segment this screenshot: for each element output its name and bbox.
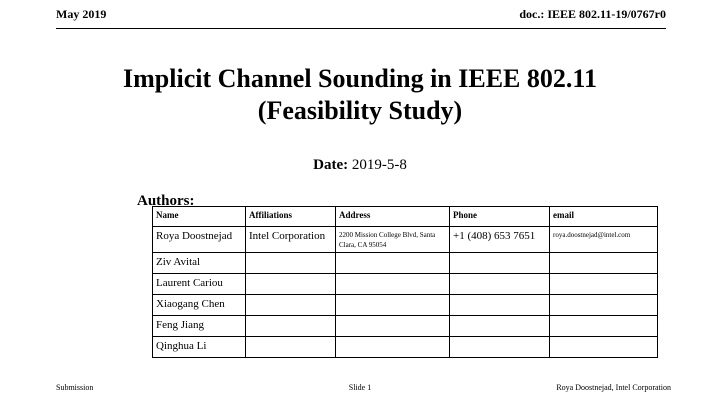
cell-name: Laurent Cariou (153, 274, 246, 295)
column-header-address: Address (336, 207, 450, 227)
cell-phone (450, 253, 550, 274)
cell-email (550, 274, 658, 295)
date-value: 2019-5-8 (351, 157, 407, 173)
cell-name: Roya Doostnejad (153, 227, 246, 253)
column-header-affiliations: Affiliations (246, 207, 336, 227)
cell-phone (450, 295, 550, 316)
footer-submission: Submission (56, 383, 94, 392)
authors-label: Authors: (137, 193, 195, 209)
cell-phone (450, 274, 550, 295)
cell-address (336, 316, 450, 337)
cell-address (336, 295, 450, 316)
date-line (0, 157, 720, 174)
cell-address: 2200 Mission College Blvd, Santa Clara, CA 95054 (336, 227, 450, 253)
cell-email (550, 253, 658, 274)
cell-email (550, 295, 658, 316)
cell-name: Feng Jiang (153, 316, 246, 337)
authors-table (152, 206, 658, 358)
footer-author: Roya Doostnejad, Intel Corporation (556, 383, 671, 392)
cell-name: Qinghua Li (153, 337, 246, 358)
table-row (153, 295, 658, 316)
cell-phone: +1 (408) 653 7651 (450, 227, 550, 253)
header-rule (56, 28, 666, 29)
cell-address (336, 274, 450, 295)
cell-email (550, 337, 658, 358)
table-header-row (153, 207, 658, 227)
title-line-1: Implicit Channel Sounding in IEEE 802.11 (123, 64, 597, 93)
cell-affiliation: Intel Corporation (246, 227, 336, 253)
cell-address (336, 337, 450, 358)
table-row (153, 227, 658, 253)
table-row (153, 316, 658, 337)
cell-name: Xiaogang Chen (153, 295, 246, 316)
cell-address (336, 253, 450, 274)
title-line-2: (Feasibility Study) (257, 96, 463, 125)
cell-name: Ziv Avital (153, 253, 246, 274)
column-header-name: Name (153, 207, 246, 227)
header-date: May 2019 (56, 7, 107, 21)
cell-email: roya.doostnejad@intel.com (550, 227, 658, 253)
column-header-phone: Phone (450, 207, 550, 227)
date-label: Date: (313, 157, 349, 173)
column-header-email: email (550, 207, 658, 227)
header-doc-id: doc.: IEEE 802.11-19/0767r0 (519, 7, 666, 21)
cell-affiliation (246, 295, 336, 316)
cell-affiliation (246, 274, 336, 295)
cell-affiliation (246, 253, 336, 274)
cell-affiliation (246, 316, 336, 337)
cell-email (550, 316, 658, 337)
table-row (153, 274, 658, 295)
slide-title (0, 63, 720, 127)
cell-phone (450, 337, 550, 358)
cell-phone (450, 316, 550, 337)
cell-affiliation (246, 337, 336, 358)
footer-slide-number: Slide 1 (348, 383, 372, 392)
table-row (153, 253, 658, 274)
table-row (153, 337, 658, 358)
